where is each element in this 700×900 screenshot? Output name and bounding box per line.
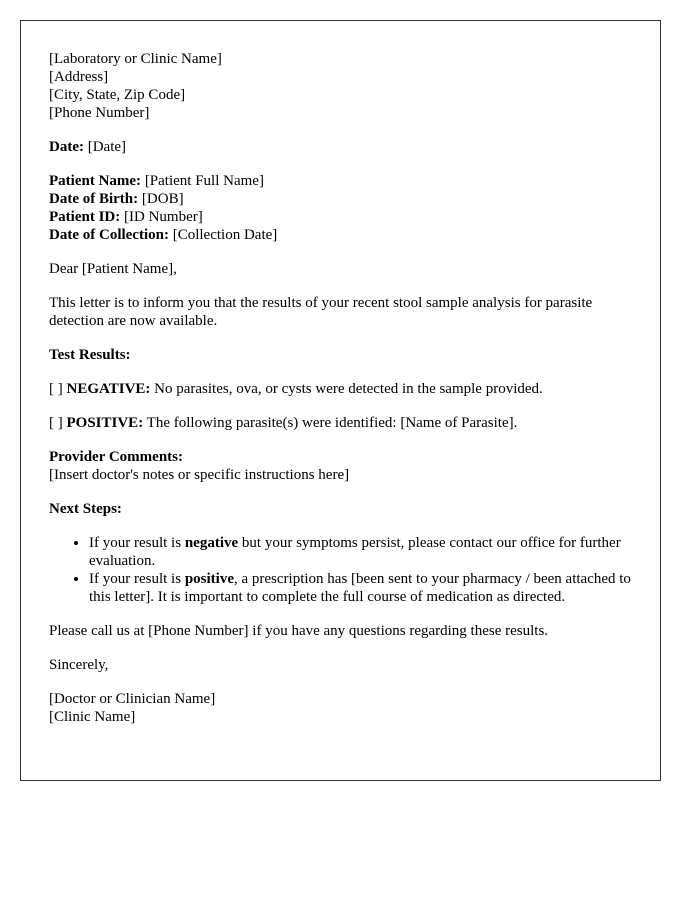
step-2-text-end: , a prescription has [been sent to your pharmacy / been attached to this letter]. It is important to complete the full course of medication as directed.: [89, 571, 631, 605]
collection-date-value: [Collection Date]: [168, 227, 278, 243]
date-value: [Date]: [83, 139, 127, 155]
clinician-name: [Doctor or Clinician Name]: [49, 691, 216, 707]
provider-comments: [49, 448, 632, 484]
patient-name-row: [49, 172, 632, 190]
patient-id-row: [49, 208, 632, 226]
intro-paragraph: This letter is to inform you that the results of your recent stool sample analysis for parasite detection are now available.: [49, 295, 593, 329]
step-1-text-start: If your result is: [89, 535, 185, 551]
letter-page: [20, 20, 661, 781]
lab-city-state-zip: [City, State, Zip Code]: [49, 87, 186, 103]
patient-dob-row: [49, 190, 632, 208]
list-item: [89, 570, 632, 606]
negative-result-option: [49, 380, 632, 398]
list-item: [89, 534, 632, 570]
positive-result-option: [49, 414, 632, 432]
step-1-text-end: but your symptoms persist, please contact our office for further evaluation.: [89, 535, 621, 569]
letter-date: [49, 138, 632, 156]
step-2-emphasis: positive: [184, 571, 234, 587]
provider-comments-text: [Insert doctor's notes or specific instructions here]: [49, 467, 350, 483]
next-steps-heading-text: Next Steps:: [49, 501, 122, 517]
lab-name: [Laboratory or Clinic Name]: [49, 51, 222, 67]
test-results-heading: [49, 346, 632, 364]
patient-name-value: [Patient Full Name]: [141, 173, 264, 189]
step-1-emphasis: negative: [184, 535, 239, 551]
patient-info: [49, 172, 632, 244]
test-results-heading-text: Test Results:: [49, 347, 131, 363]
signature-block: [49, 690, 632, 726]
collection-date-row: [49, 226, 632, 244]
negative-checkbox: [ ]: [49, 381, 67, 397]
positive-description: The following parasite(s) were identified: [Name of Parasite].: [143, 415, 518, 431]
patient-dob-value: [DOB]: [138, 191, 184, 207]
clinic-name: [Clinic Name]: [49, 709, 136, 725]
date-label: Date:: [49, 139, 84, 155]
negative-label: NEGATIVE:: [66, 381, 151, 397]
patient-dob-label: Date of Birth:: [49, 191, 139, 207]
sign-off: Sincerely,: [49, 657, 109, 673]
lab-address: [Address]: [49, 69, 109, 85]
patient-id-value: [ID Number]: [120, 209, 203, 225]
positive-checkbox: [ ]: [49, 415, 67, 431]
salutation: Dear [Patient Name],: [49, 261, 177, 277]
next-steps-list: [49, 534, 632, 606]
next-steps-heading: [49, 500, 632, 518]
negative-description: No parasites, ova, or cysts were detected in the sample provided.: [150, 381, 543, 397]
letterhead: [49, 50, 632, 122]
provider-comments-heading: Provider Comments:: [49, 449, 184, 465]
collection-date-label: Date of Collection:: [49, 227, 169, 243]
lab-phone: [Phone Number]: [49, 105, 150, 121]
step-2-text-start: If your result is: [89, 571, 185, 587]
patient-id-label: Patient ID:: [49, 209, 121, 225]
closing-note: Please call us at [Phone Number] if you have any questions regarding these results.: [49, 623, 549, 639]
positive-label: POSITIVE:: [66, 415, 144, 431]
patient-name-label: Patient Name:: [49, 173, 142, 189]
